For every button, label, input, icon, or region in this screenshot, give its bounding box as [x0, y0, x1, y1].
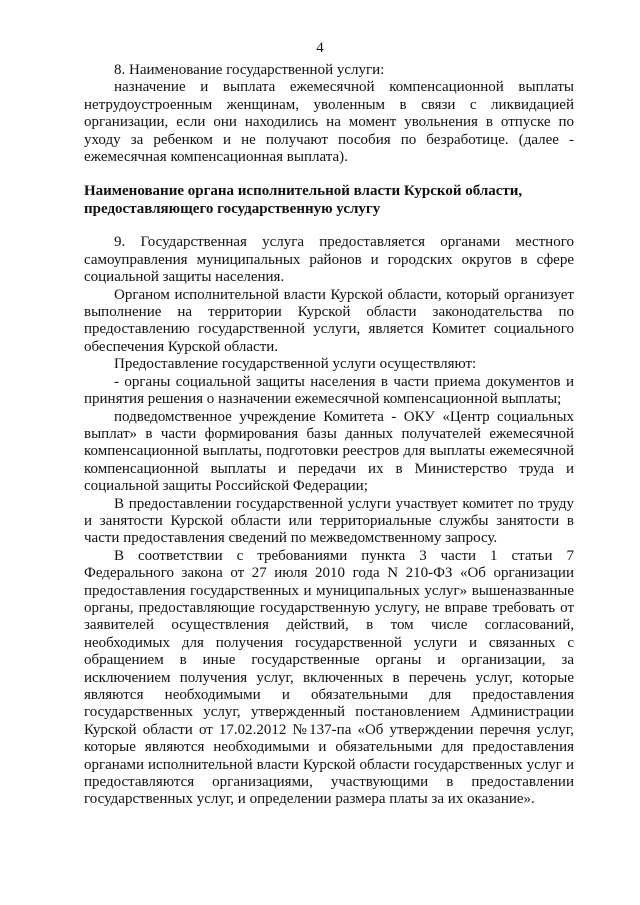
section-8-title: 8. Наименование государственной услуги:	[114, 62, 385, 78]
page-number: 4	[316, 40, 324, 56]
section-heading	[84, 182, 574, 218]
paragraph-providers-intro: Предоставление государственной услуги осуществляют:	[114, 356, 477, 373]
paragraph-9: 9. Государственная услуга предоставляется органами местного самоуправления муниципальных районов и городских округов в сфере социальной защиты населения.	[84, 234, 574, 286]
paragraph-organ: Органом исполнительной власти Курской области, который организует выполнение на территории Курской области законодательства по предоставлению государственной услуги, является Комитет социального обеспечения Курской области.	[84, 286, 574, 355]
paragraph-social-protection: - органы социальной защиты населения в части приема документов и принятия решения о назначении ежемесячной компенсационной выплаты;	[84, 373, 574, 408]
document-body	[84, 62, 574, 809]
heading-line-2: предоставляющего государственную услугу	[84, 201, 381, 218]
section-8-text: назначение и выплата ежемесячной компенсационной выплаты нетрудоустроенным женщинам, уволенным в связи с ликвидацией организации, если они находились на момент увольнения в отпуске по уходу за ребенком и не получают пособия по безработице. (далее - ежемесячная компенсационная выплата).	[84, 79, 574, 166]
paragraph-federal-law: В соответствии с требованиями пункта 3 части 1 статьи 7 Федерального закона от 27 июля 2010 года N 210-ФЗ «Об организации предоставления государственных и муниципальных услуг» вышеназванные органы, предоставляющие государственную услугу, не вправе требовать от заявителей осуществления действий, в том числе согласований, необходимых для получения государственной услуги и связанных с обращением в иные государственные органы и организации, за исключением получения услуг, включенных в перечень услуг, которые являются необходимыми и обязательными для предоставления государственных услуг, утвержденный постановлением Администрации Курской области от 17.02.2012 №137-па «Об утверждении перечня услуг, которые являются необходимыми и обязательными для предоставления органами исполнительной власти Курской области государственных услуг и предоставляются организациями, участвующими в предоставлении государственных услуг, и определении размера платы за их оказание».	[84, 547, 574, 808]
paragraph-labor-committee: В предоставлении государственной услуги участвует комитет по труду и занятости Курской области или территориальные службы занятости в части предоставления сведений по межведомственному запросу.	[84, 495, 574, 547]
heading-line-1: Наименование органа исполнительной власти Курской области,	[84, 183, 523, 200]
paragraph-oku-center: подведомственное учреждение Комитета - ОКУ «Центр социальных выплат» в части формирования базы данных получателей ежемесячной компенсационной выплаты, подготовки реестров для выплаты ежемесячной компенсационной выплаты и передачи их в Министерство труда и социальной защиты Российской Федерации;	[84, 408, 574, 495]
